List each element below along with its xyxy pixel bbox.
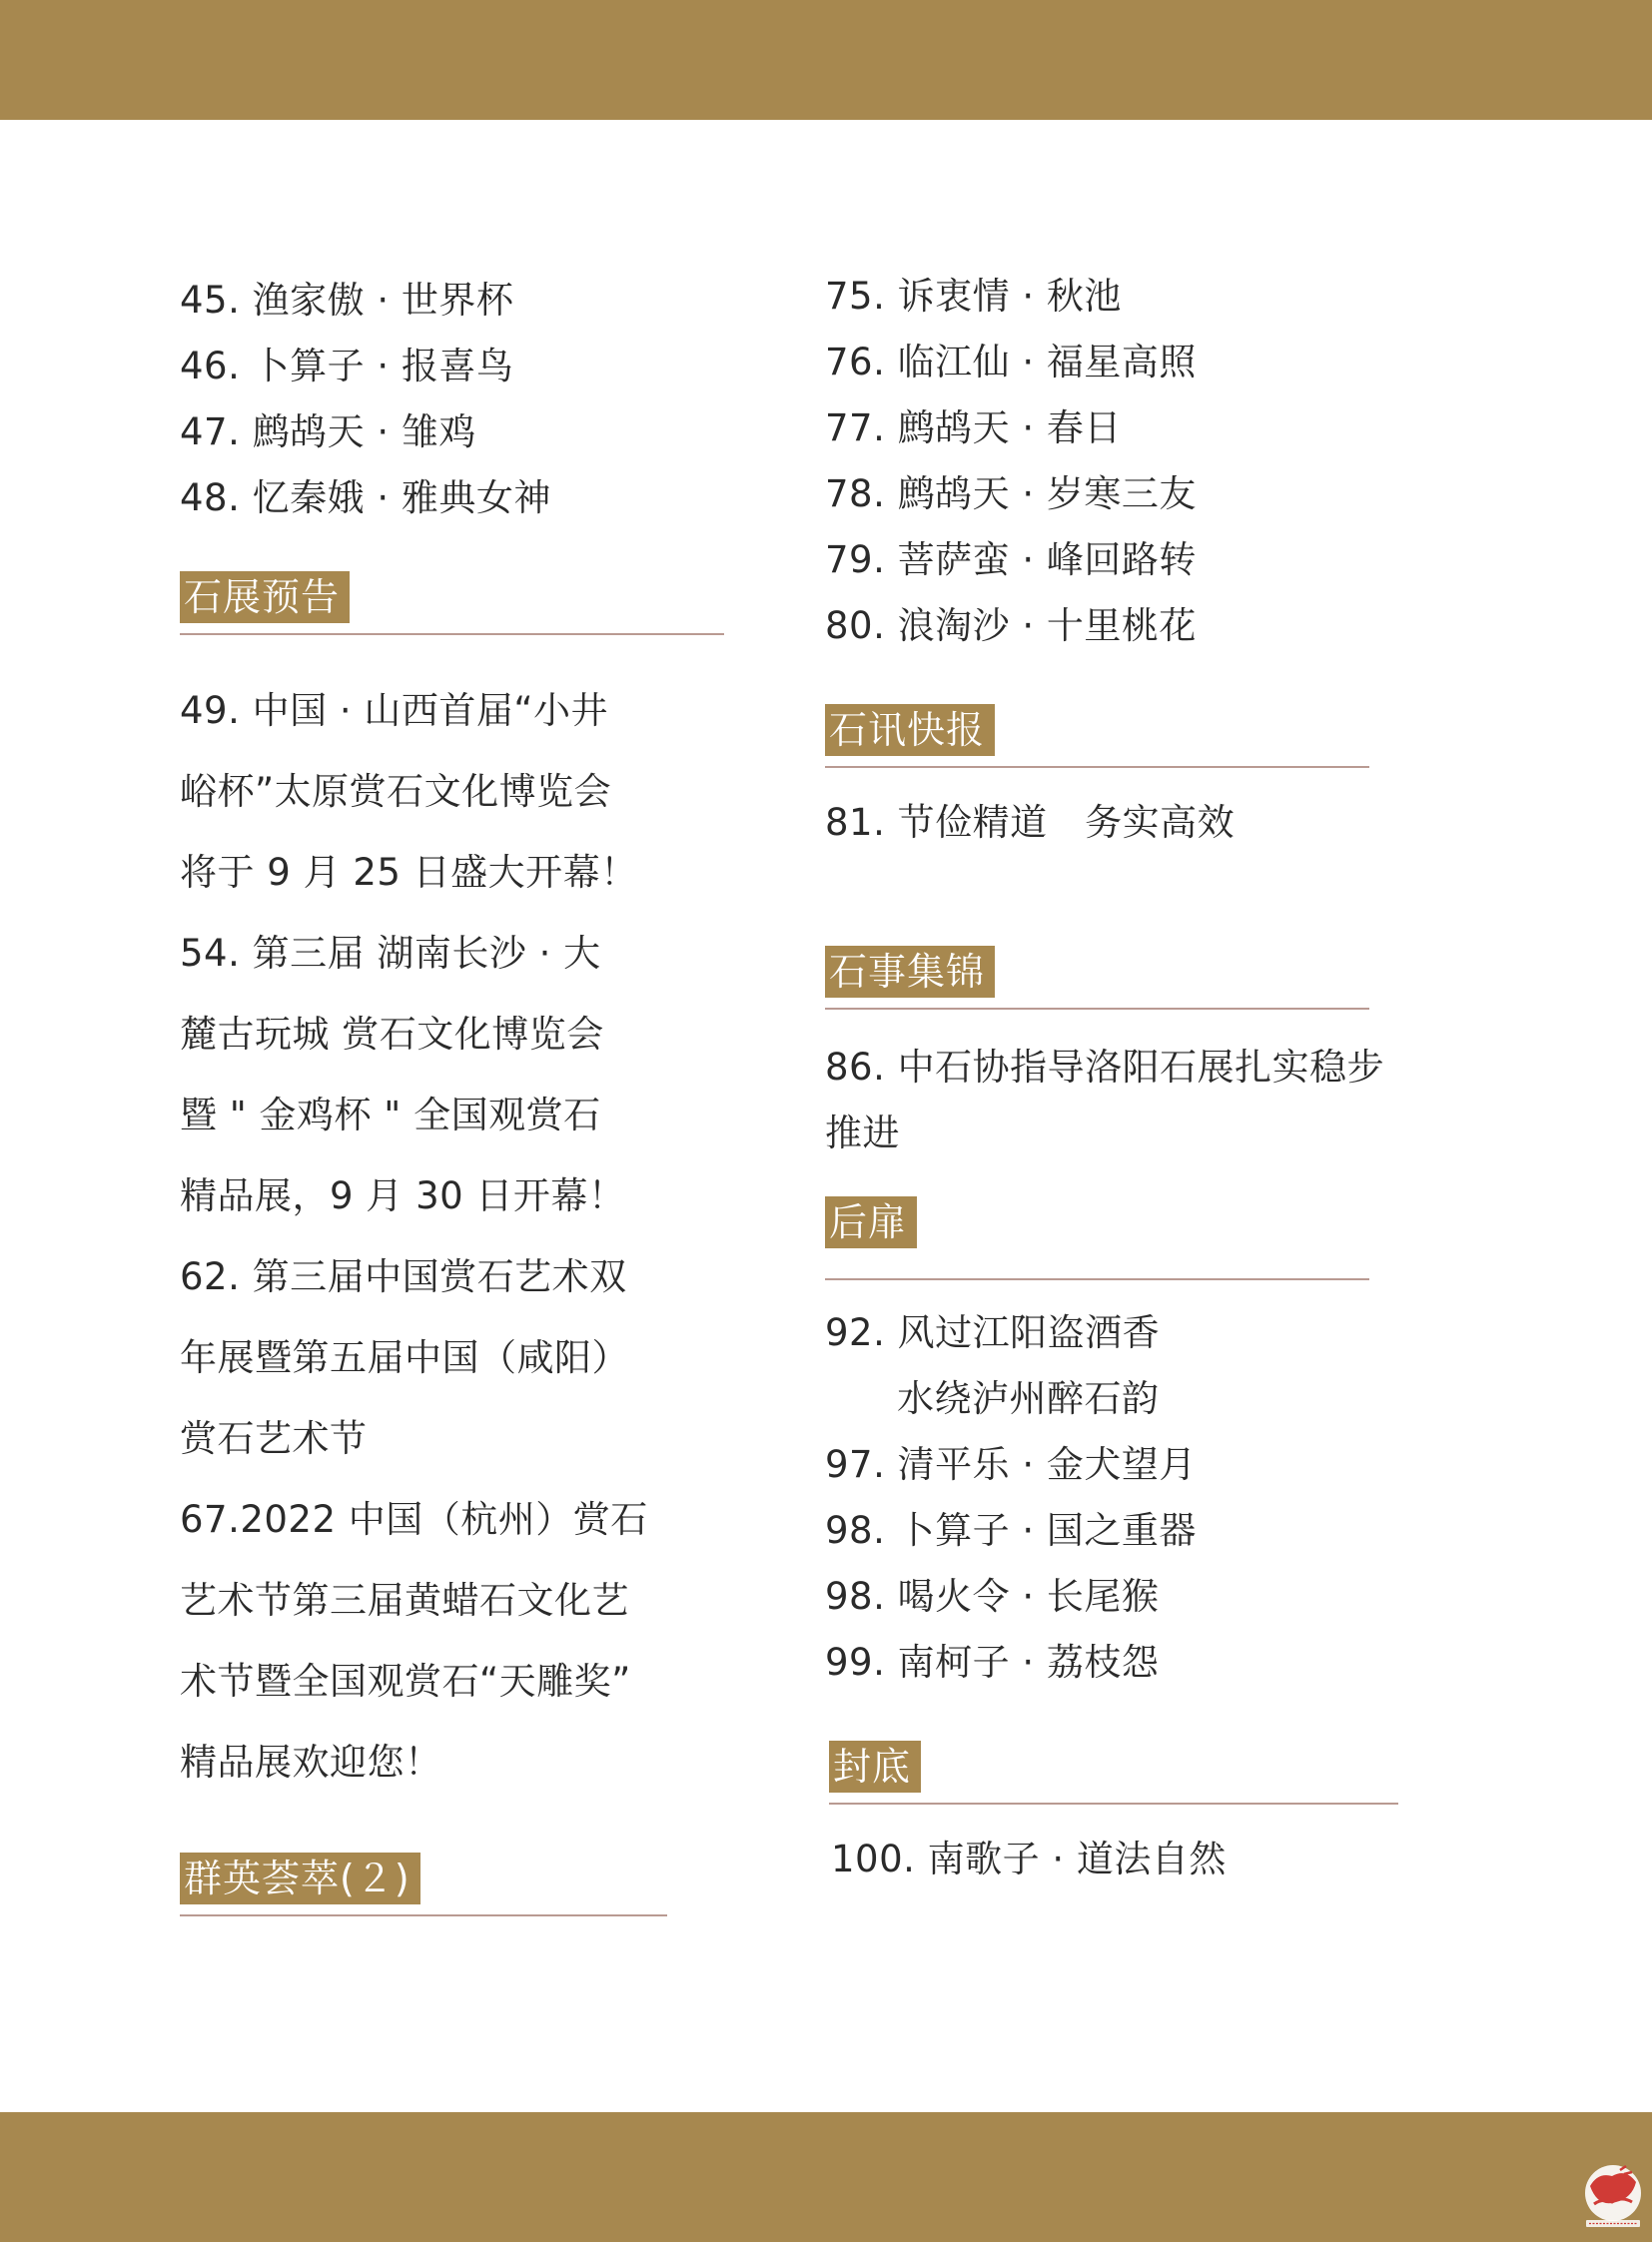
left-column (180, 268, 739, 1916)
toc-line[interactable]: 暨 " 金鸡杯 " 全国观赏石 (180, 1094, 601, 1136)
toc-line[interactable]: 推进 (825, 1112, 900, 1154)
toc-line[interactable]: 精品展，9 月 30 日开幕！ (180, 1174, 626, 1217)
section-rule (180, 633, 724, 635)
section-heading-back-cover (829, 1741, 1444, 1805)
top-band (0, 0, 1652, 120)
toc-item[interactable]: 99. 南柯子 · 荔枝怨 (825, 1641, 1160, 1684)
section-heading-label: 封底 (829, 1741, 921, 1793)
toc-item[interactable]: 76. 临江仙 · 福星高照 (825, 341, 1197, 383)
section-heading-stone-events (825, 946, 1444, 1010)
toc-line[interactable]: 精品展欢迎您！ (180, 1741, 442, 1784)
back-flyleaf-list (825, 1300, 1444, 1696)
section-heading-label: 后扉 (825, 1196, 917, 1248)
section-heading-label: 石讯快报 (825, 704, 995, 756)
section-rule (829, 1803, 1398, 1805)
toc-item[interactable]: 48. 忆秦娥 · 雅典女神 (180, 476, 551, 519)
toc-line[interactable]: 将于 9 月 25 日盛大开幕！ (180, 851, 638, 894)
toc-item[interactable]: 77. 鹧鸪天 · 春日 (825, 406, 1122, 449)
toc-item[interactable]: 46. 卜算子 · 报喜鸟 (180, 345, 514, 387)
toc-line[interactable]: 86. 中石协指导洛阳石展扎实稳步 (825, 1046, 1385, 1089)
toc-item[interactable]: 47. 鹧鸪天 · 雏鸡 (180, 410, 476, 453)
section-heading-elite-gathering (180, 1853, 739, 1916)
toc-item[interactable]: 78. 鹧鸪天 · 岁寒三友 (825, 472, 1197, 515)
toc-line[interactable]: 年展暨第五届中国（咸阳） (180, 1336, 629, 1379)
section-heading-back-flyleaf (825, 1196, 1444, 1280)
section-rule (180, 1914, 667, 1916)
toc-line[interactable]: 峪杯”太原赏石文化博览会 (180, 770, 612, 813)
section-heading-stone-exhibition (180, 571, 739, 635)
toc-line[interactable]: 赏石艺术节 (180, 1417, 368, 1460)
toc-item[interactable]: 97. 清平乐 · 金犬望月 (825, 1443, 1197, 1486)
right-top-list (825, 264, 1444, 659)
right-column (825, 264, 1444, 1892)
toc-line[interactable]: 62. 第三届中国赏石艺术双 (180, 1255, 627, 1298)
toc-item[interactable]: 75. 诉衷情 · 秋池 (825, 275, 1122, 318)
toc-line[interactable]: 67.2022 中国（杭州）赏石 (180, 1498, 648, 1541)
toc-item[interactable]: 80. 浪淘沙 · 十里桃花 (825, 604, 1197, 647)
watermark-seal-icon (1580, 2160, 1646, 2234)
section-rule (825, 1008, 1369, 1010)
left-top-list (180, 268, 739, 531)
stone-events-list (825, 1035, 1444, 1166)
section-heading-label: 石展预告 (180, 571, 350, 623)
toc-item-continuation[interactable]: 水绕泸州醉石韵 (897, 1377, 1160, 1420)
section-heading-label: 群英荟萃(２) (180, 1853, 420, 1904)
toc-line[interactable]: 术节暨全国观赏石“天雕奖” (180, 1660, 631, 1703)
toc-line[interactable]: 49. 中国 · 山西首届“小井 (180, 689, 609, 732)
bottom-band (0, 2112, 1652, 2242)
toc-item[interactable]: 98. 卜算子 · 国之重器 (825, 1509, 1197, 1552)
back-cover-list (831, 1827, 1444, 1892)
section-rule (825, 766, 1369, 768)
section-rule (825, 1278, 1369, 1280)
toc-line[interactable]: 艺术节第三届黄蜡石文化艺 (180, 1579, 629, 1622)
toc-line[interactable]: 54. 第三届 湖南长沙 · 大 (180, 932, 601, 975)
toc-item[interactable]: 45. 渔家傲 · 世界杯 (180, 279, 514, 322)
stone-news-list (825, 790, 1444, 856)
toc-item[interactable]: 98. 喝火令 · 长尾猴 (825, 1575, 1160, 1618)
toc-item[interactable]: 81. 节俭精道 务实高效 (825, 801, 1236, 844)
section-heading-stone-news (825, 704, 1444, 768)
toc-item[interactable]: 79. 菩萨蛮 · 峰回路转 (825, 538, 1197, 581)
toc-line[interactable]: 麓古玩城 赏石文化博览会 (180, 1013, 604, 1056)
toc-item[interactable]: 92. 风过江阳盗酒香 (825, 1311, 1161, 1354)
toc-item[interactable]: 100. 南歌子 · 道法自然 (831, 1838, 1227, 1880)
section-heading-label: 石事集锦 (825, 946, 995, 998)
exhibition-notice-list (180, 670, 739, 1803)
